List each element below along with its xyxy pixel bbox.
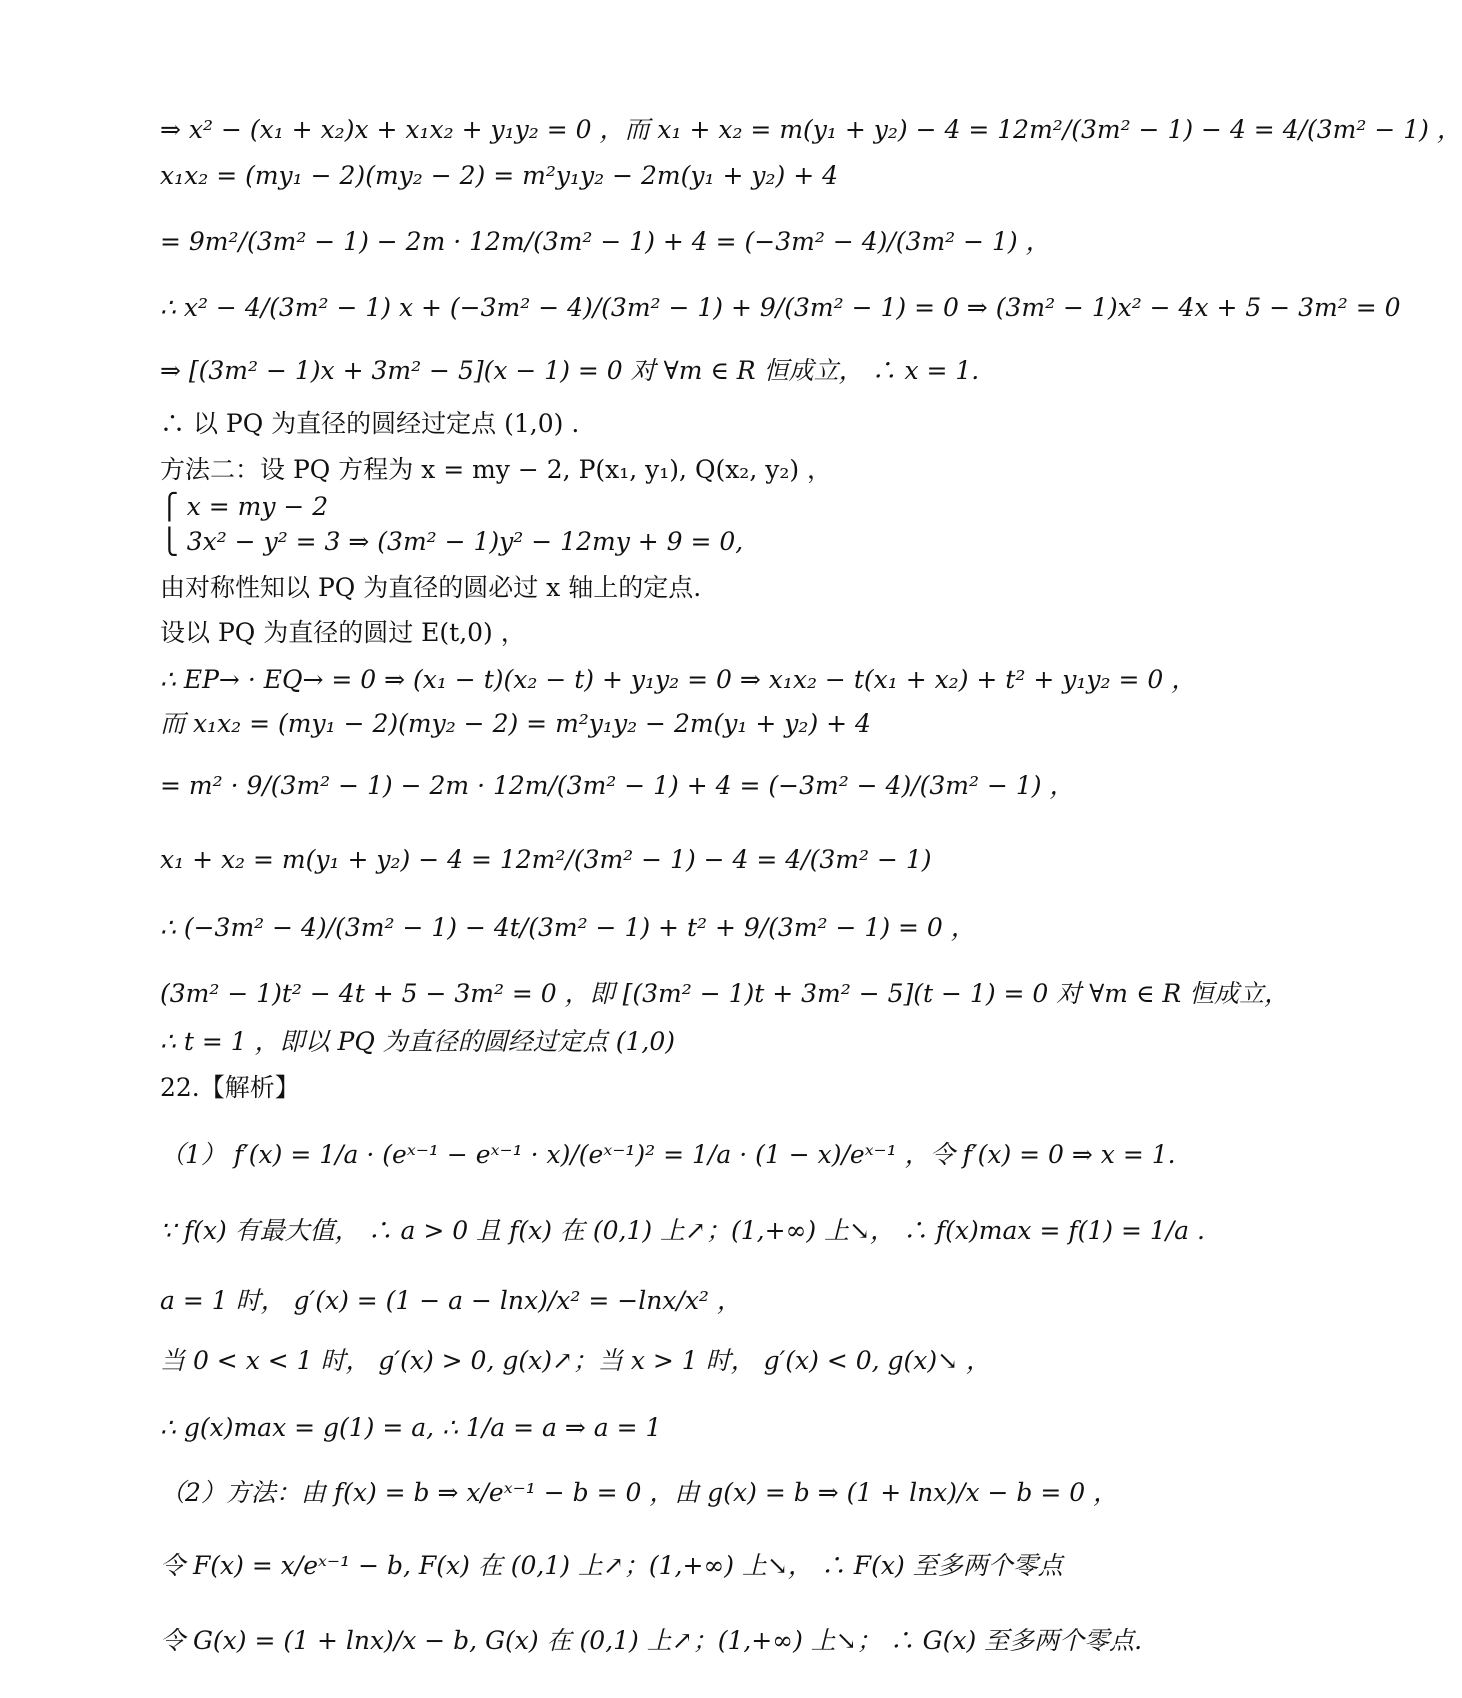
text-line: (3m² − 1)t² − 4t + 5 − 3m² = 0 ，即 [(3m² − 1)t + 3m² − 5](t − 1) = 0 对 ∀m ∈ R 恒成立， bbox=[160, 979, 1290, 1008]
text-line: = 9m²/(3m² − 1) − 2m · 12m/(3m² − 1) + 4 = (−3m² − 4)/(3m² − 1) ， bbox=[160, 227, 1051, 256]
text-line: （2）方法：由 f(x) = b ⇒ x/eˣ⁻¹ − b = 0 ，由 g(x) = b ⇒ (1 + lnx)/x − b = 0 ， bbox=[160, 1478, 1119, 1507]
text-line: ∴ (−3m² − 4)/(3m² − 1) − 4t/(3m² − 1) + t² + 9/(3m² − 1) = 0 ， bbox=[160, 913, 976, 942]
text-line: 由对称性知以 PQ 为直径的圆必过 x 轴上的定点. bbox=[160, 573, 702, 602]
text-line: 当 0 < x < 1 时， g′(x) > 0, g(x)↗；当 x > 1 时， g′(x) < 0, g(x)↘ ， bbox=[160, 1346, 992, 1375]
text-line: ∴ 以 PQ 为直径的圆经过定点 (1,0) . bbox=[160, 409, 580, 438]
text-line: x₁ + x₂ = m(y₁ + y₂) − 4 = 12m²/(3m² − 1) − 4 = 4/(3m² − 1) bbox=[160, 845, 932, 874]
text-line: ∵ f(x) 有最大值， ∴ a > 0 且 f(x) 在 (0,1) 上↗；(1,+∞) 上↘， ∴ f(x)max = f(1) = 1/a . bbox=[160, 1216, 1205, 1245]
text-line: 令 F(x) = x/eˣ⁻¹ − b, F(x) 在 (0,1) 上↗；(1,+∞) 上↘， ∴ F(x) 至多两个零点 bbox=[160, 1551, 1063, 1580]
text-line: ∴ x² − 4/(3m² − 1) x + (−3m² − 4)/(3m² − 1) + 9/(3m² − 1) = 0 ⇒ (3m² − 1)x² − 4x + 5 − 3m² = 0 bbox=[160, 293, 1401, 322]
text-line: x₁x₂ = (my₁ − 2)(my₂ − 2) = m²y₁y₂ − 2m(y₁ + y₂) + 4 bbox=[160, 161, 838, 190]
text-line: = m² · 9/(3m² − 1) − 2m · 12m/(3m² − 1) + 4 = (−3m² − 4)/(3m² − 1) ， bbox=[160, 771, 1075, 800]
text-line: 设以 PQ 为直径的圆过 E(t,0) ， bbox=[160, 618, 526, 647]
text-line: 而 x₁x₂ = (my₁ − 2)(my₂ − 2) = m²y₁y₂ − 2m(y₁ + y₂) + 4 bbox=[160, 709, 871, 738]
section-heading: 22.【解析】 bbox=[160, 1073, 300, 1102]
text-line: 方法二：设 PQ 方程为 x = my − 2, P(x₁, y₁), Q(x₂, y₂) ， bbox=[160, 455, 833, 484]
text-line: ⇒ [(3m² − 1)x + 3m² − 5](x − 1) = 0 对 ∀m ∈ R 恒成立， ∴ x = 1. bbox=[160, 356, 980, 385]
text-line: （1） f′(x) = 1/a · (eˣ⁻¹ − eˣ⁻¹ · x)/(eˣ⁻¹)² = 1/a · (1 − x)/eˣ⁻¹ ，令 f′(x) = 0 ⇒ x = 1. bbox=[160, 1140, 1176, 1169]
equation-system-row: ⎧ x = my − 2 bbox=[160, 492, 329, 521]
text-line: ∴ EP→ · EQ→ = 0 ⇒ (x₁ − t)(x₂ − t) + y₁y₂ = 0 ⇒ x₁x₂ − t(x₁ + x₂) + t² + y₁y₂ = 0 ， bbox=[160, 665, 1197, 694]
equation-system-row: ⎩ 3x² − y² = 3 ⇒ (3m² − 1)y² − 12my + 9 = 0, bbox=[160, 527, 744, 556]
text-line: ∴ t = 1 ，即以 PQ 为直径的圆经过定点 (1,0) bbox=[160, 1027, 676, 1056]
text-line: ⇒ x² − (x₁ + x₂)x + x₁x₂ + y₁y₂ = 0 ，而 x₁ + x₂ = m(y₁ + y₂) − 4 = 12m²/(3m² − 1) − 4 = 4/(3m² − 1) ， bbox=[160, 115, 1462, 144]
text-line: ∴ g(x)max = g(1) = a, ∴ 1/a = a ⇒ a = 1 bbox=[160, 1413, 662, 1442]
text-line: a = 1 时， g′(x) = (1 − a − lnx)/x² = −lnx/x² ， bbox=[160, 1286, 742, 1315]
text-line: 令 G(x) = (1 + lnx)/x − b, G(x) 在 (0,1) 上↗；(1,+∞) 上↘； ∴ G(x) 至多两个零点. bbox=[160, 1626, 1143, 1655]
